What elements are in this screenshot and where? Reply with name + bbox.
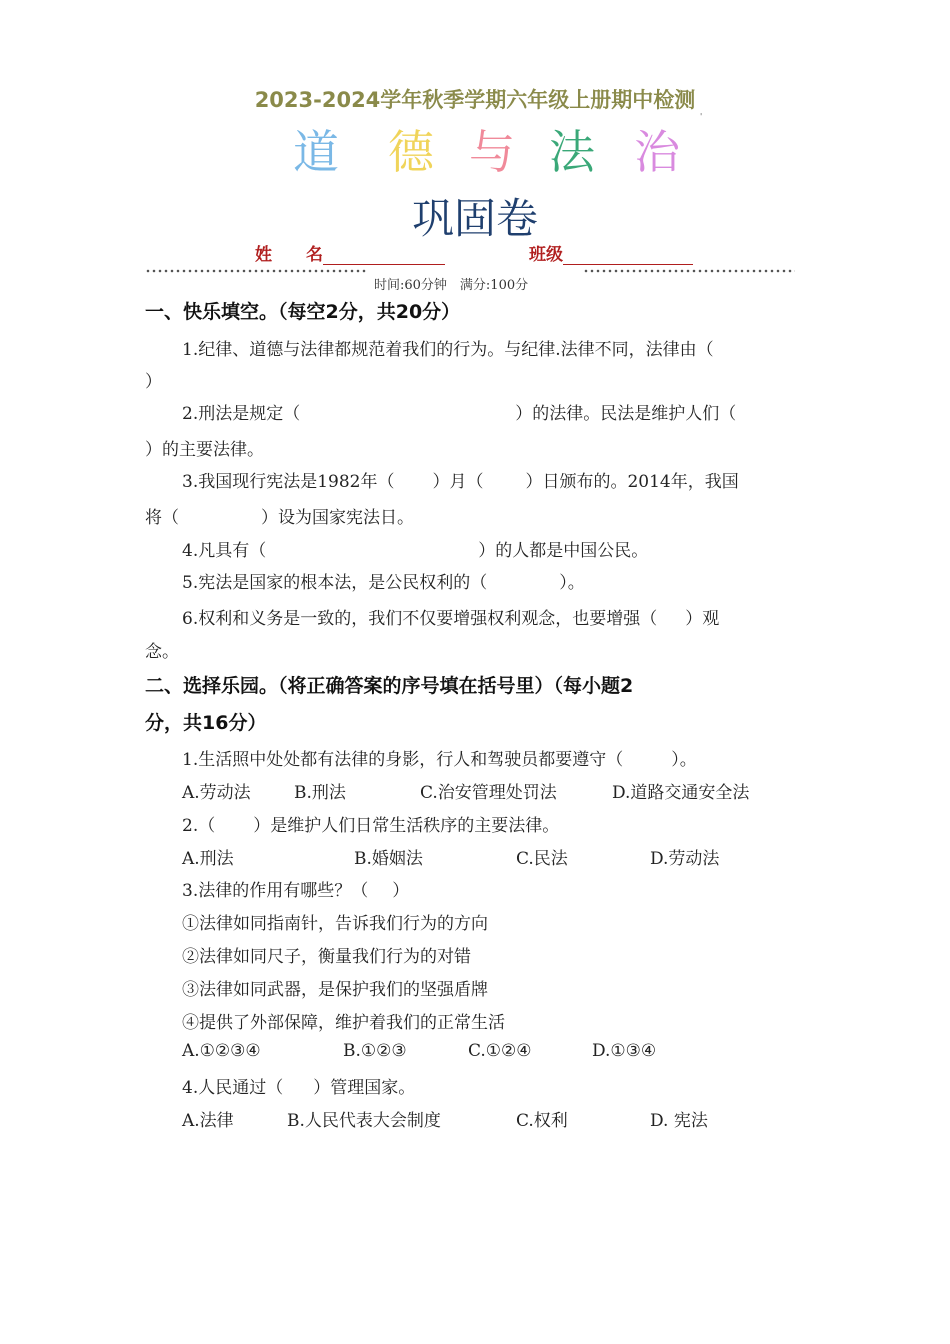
section2-heading-line1: 二、选择乐园。（将正确答案的序号填在括号里）（每小题2 — [145, 675, 634, 697]
s2-q2-part-b: ）是维护人们日常生活秩序的主要法律。 — [253, 816, 560, 836]
s2-q3-option-d: D.①③④ — [592, 1041, 657, 1061]
s1-q4 — [182, 536, 648, 561]
s2-q1-part-b: ）。 — [671, 750, 697, 770]
s1-q2-part-b: ）的法律。民法是维护人们（ — [515, 404, 737, 424]
main-title: 巩固卷 — [411, 194, 538, 243]
s2-q2-option-d: D.劳动法 — [650, 849, 720, 869]
s2-q3-item-3: ③法律如同武器，是保护我们的坚强盾牌 — [182, 980, 488, 1000]
s2-q4-option-b: B.人民代表大会制度 — [287, 1111, 441, 1131]
exam-title: 2023-2024学年秋季学期六年级上册期中检测 — [254, 88, 696, 112]
s2-q2-option-a: A.刑法 — [182, 849, 234, 869]
s1-q3-part-d: 将（ — [145, 508, 179, 528]
s1-q5-part-b: ）。 — [559, 573, 585, 593]
class-field[interactable] — [529, 240, 693, 265]
subject-char-1: 道 — [293, 125, 339, 179]
s2-q1 — [182, 745, 697, 770]
class-label: 班级 — [529, 245, 563, 265]
section2-heading-line2: 分，共16分） — [145, 712, 267, 734]
s1-q6-line2: 念。 — [145, 642, 179, 662]
s1-q5-part-a: 5.宪法是国家的根本法，是公民权利的（ — [182, 573, 488, 593]
s1-q6-part-a: 6.权利和义务是一致的，我们不仅要增强权利观念，也要增强（ — [182, 609, 658, 629]
s2-q2 — [182, 811, 559, 836]
s1-q3-line1 — [182, 467, 739, 492]
s1-q2-line1 — [182, 399, 736, 424]
s1-q3-line2 — [145, 503, 414, 528]
subject-char-2: 德 — [388, 125, 434, 179]
s2-q2-part-a: 2.（ — [182, 816, 216, 836]
s1-q2-line2: ）的主要法律。 — [145, 440, 264, 460]
s1-q3-part-a: 3.我国现行宪法是1982年（ — [182, 472, 395, 492]
time-info: 时间:60分钟 满分:100分 — [374, 278, 529, 293]
name-field[interactable] — [255, 240, 445, 265]
s2-q3-option-c: C.①②④ — [468, 1041, 532, 1061]
s2-q4 — [182, 1073, 415, 1098]
s1-q3-part-b: ）月（ — [432, 472, 484, 492]
name-blank[interactable] — [323, 248, 445, 265]
left-decorative-border — [145, 268, 367, 274]
s2-q1-part-a: 1.生活照中处处都有法律的身影，行人和驾驶员都要遵守（ — [182, 750, 624, 770]
s2-q3-part-b: ） — [392, 881, 410, 901]
s2-q3-part-a: 3.法律的作用有哪些？（ — [182, 881, 369, 901]
name-label: 姓 名 — [255, 245, 323, 265]
subject-char-5: 治 — [634, 125, 680, 179]
section1-heading: 一、快乐填空。（每空2分，共20分） — [145, 301, 461, 323]
s1-q2-part-a: 2.刑法是规定（ — [182, 404, 301, 424]
s2-q3-option-b: B.①②③ — [343, 1041, 407, 1061]
s2-q4-part-b: ）管理国家。 — [313, 1078, 416, 1098]
s1-q4-part-b: ）的人都是中国公民。 — [478, 541, 649, 561]
s2-q3-item-4: ④提供了外部保障，维护着我们的正常生活 — [182, 1013, 505, 1033]
s2-q1-option-c: C.治安管理处罚法 — [420, 783, 557, 803]
quote-mark: ' — [700, 112, 703, 121]
s2-q1-option-d: D.道路交通安全法 — [612, 783, 750, 803]
s2-q1-option-a: A.劳动法 — [182, 783, 251, 803]
s2-q2-option-c: C.民法 — [516, 849, 568, 869]
s2-q2-option-b: B.婚姻法 — [354, 849, 423, 869]
s2-q1-option-b: B.刑法 — [294, 783, 346, 803]
s2-q4-part-a: 4.人民通过（ — [182, 1078, 284, 1098]
s1-q1-line1: 1.纪律、道德与法律都规范着我们的行为。与纪律.法律不同，法律由（ — [182, 340, 714, 360]
s2-q4-option-c: C.权利 — [516, 1111, 568, 1131]
s2-q3-item-1: ①法律如同指南针，告诉我们行为的方向 — [182, 914, 488, 934]
s1-q6-line1 — [182, 604, 719, 629]
s1-q4-part-a: 4.凡具有（ — [182, 541, 267, 561]
s2-q3 — [182, 876, 409, 901]
s2-q3-item-2: ②法律如同尺子，衡量我们行为的对错 — [182, 947, 471, 967]
subject-char-4: 法 — [549, 125, 595, 179]
s1-q6-part-b: ）观 — [685, 609, 720, 629]
s1-q3-part-c: ）日颁布的。2014年，我国 — [525, 472, 739, 492]
s1-q3-part-e: ）设为国家宪法日。 — [261, 508, 414, 528]
s1-q5 — [182, 568, 585, 593]
right-decorative-border — [583, 268, 795, 274]
s1-q1-line2: ） — [145, 372, 162, 392]
s2-q3-option-a: A.①②③④ — [182, 1041, 261, 1061]
s2-q4-option-d: D. 宪法 — [650, 1111, 708, 1131]
subject-char-3: 与 — [469, 125, 515, 179]
class-blank[interactable] — [563, 248, 693, 265]
s2-q4-option-a: A.法律 — [182, 1111, 234, 1131]
